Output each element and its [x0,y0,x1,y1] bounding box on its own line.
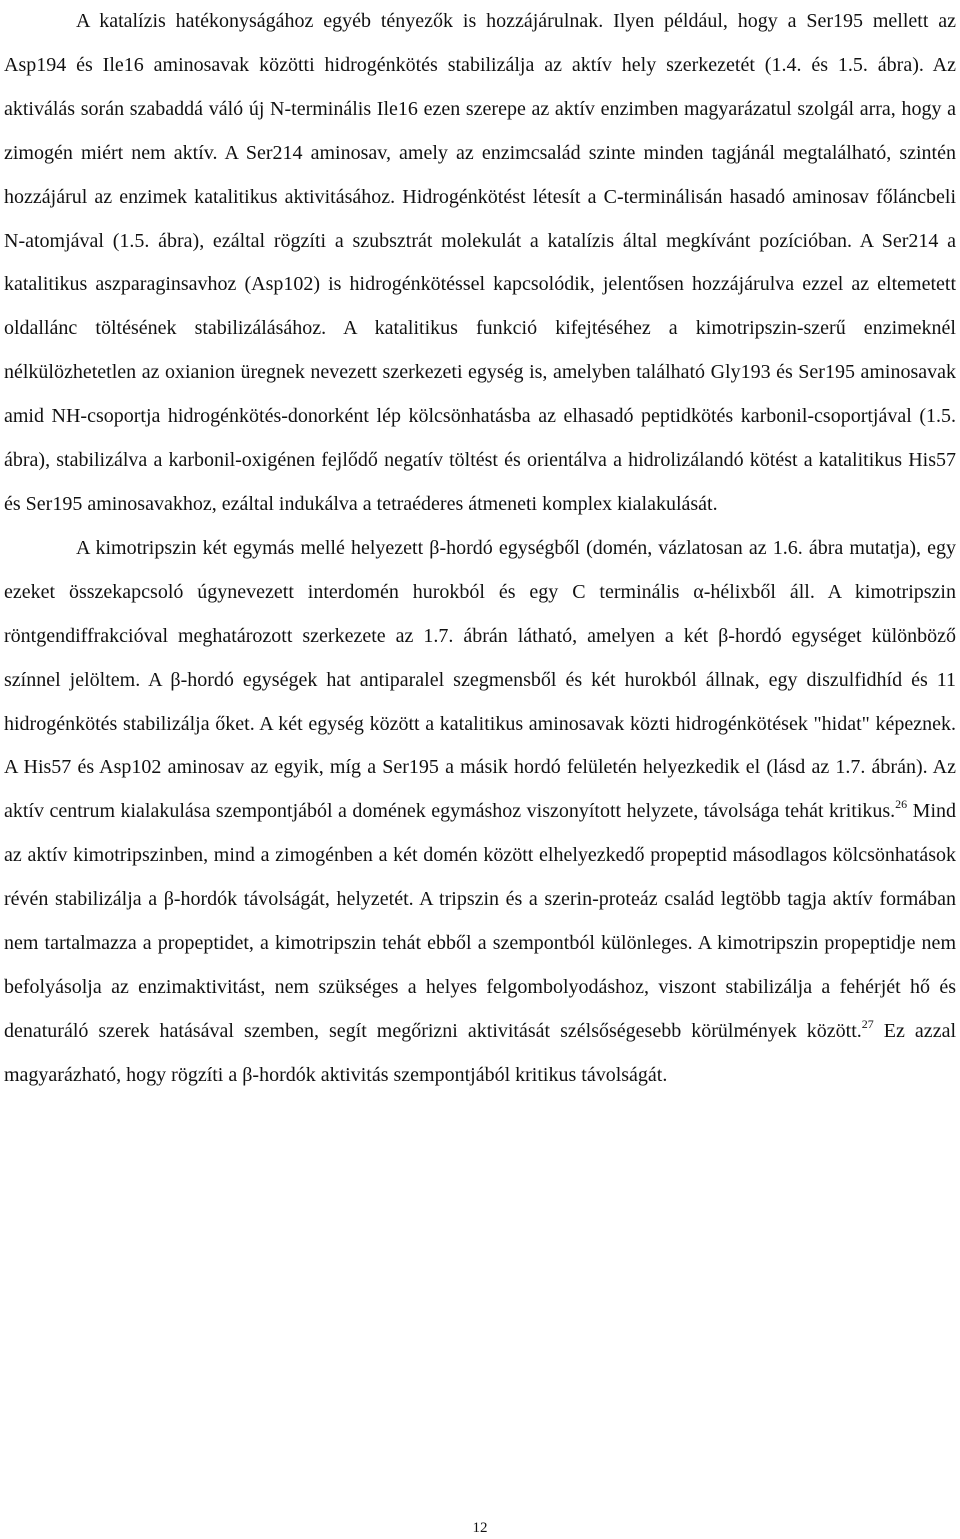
page-number: 12 [472,1520,488,1536]
paragraph-text-part-3: Ez azzal magyarázható, hogy rögzíti a β-hordók aktivitás szempontjából kritikus távolságát. [4,1019,956,1086]
paragraph-chymotrypsin-structure [4,527,956,1098]
paragraph-text-part-1: A kimotripszin két egymás mellé helyezett β-hordó egységből (domén, vázlatosan az 1.6. ábra mutatja), egy ezeket összekapcsoló úgynevezett interdomén hurokból és egy C terminális α-hélixből áll. A kimotripszin röntgendiffrakcióval meghatározott szerkezete az 1.7. ábrán látható, amelyen a két β-hordó egységet különböző színnel jelöltem. A β-hordó egységek hat antiparalel szegmensből és két hurokból állnak, egy diszulfidhíd és 11 hidrogénkötés stabilizálja őket. A két egység között a katalitikus aminosavak közti hidrogénkötések "hidat" képeznek. A His57 és Asp102 aminosav az egyik, míg a Ser195 a másik hordó felületén helyezkedik el (lásd az 1.7. ábrán). Az aktív centrum kialakulása szempontjából a domének egymáshoz viszonyított helyzete, távolsága tehát kritikus. [4,536,956,823]
document-page [4,0,956,1098]
paragraph-text-part-2: Mind az aktív kimotripszinben, mind a zimogénben a két domén között elhelyezkedő propeptid másodlagos kölcsönhatások révén stabilizálja a β-hordók távolságát, helyzetét. A tripszin és a szerin-proteáz család legtöbb tagja aktív formában nem tartalmazza a propeptidet, a kimotripszin tehát ebből a szempontból különleges. A kimotripszin propeptidje nem befolyásolja az enzimaktivitást, nem szükséges a helyes felgombolyodáshoz, viszont stabilizálja a fehérjét hő és denaturáló szerek hatásával szemben, segít megőrizni aktivitását szélsőségesebb körülmények között. [4,800,956,1042]
paragraph-catalysis-factors: A katalízis hatékonyságához egyéb tényezők is hozzájárulnak. Ilyen például, hogy a Ser195 mellett az Asp194 és Ile16 aminosavak közötti hidrogénkötés stabilizálja az aktív hely szerkezetét (1.4. és 1.5. ábra). Az aktiválás során szabaddá váló új N-terminális Ile16 ezen szerepe az aktív enzimben magyarázatul szolgál arra, hogy a zimogén miért nem aktív. A Ser214 aminosav, amely az enzimcsalád szinte minden tagjánál megtalálható, szintén hozzájárul az enzimek katalitikus aktivitásához. Hidrogénkötést létesít a C-terminálisán hasadó aminosav főláncbeli N-atomjával (1.5. ábra), ezáltal rögzíti a szubsztrát molekulát a katalízis által megkívánt pozícióban. A Ser214 a katalitikus aszparaginsavhoz (Asp102) is hidrogénkötéssel kapcsolódik, jelentősen hozzájárulva ezzel az eltemetett oldallánc töltésének stabilizálásához. A katalitikus funkció kifejtéséhez a kimotripszin-szerű enzimeknél nélkülözhetetlen az oxianion üregnek nevezett szerkezeti egység is, amelyben található Gly193 és Ser195 aminosavak amid NH-csoportja hidrogénkötés-donorként lép kölcsönhatásba az elhasadó peptidkötés karbonil-csoportjával (1.5. ábra), stabilizálva a karbonil-oxigénen fejlődő negatív töltést és orientálva a hidrolizálandó kötést a katalitikus His57 és Ser195 aminosavakhoz, ezáltal indukálva a tetraéderes átmeneti komplex kialakulását. [4,10,956,515]
footnote-reference-26[interactable]: 26 [895,797,908,812]
footnote-reference-27[interactable]: 27 [861,1016,874,1031]
